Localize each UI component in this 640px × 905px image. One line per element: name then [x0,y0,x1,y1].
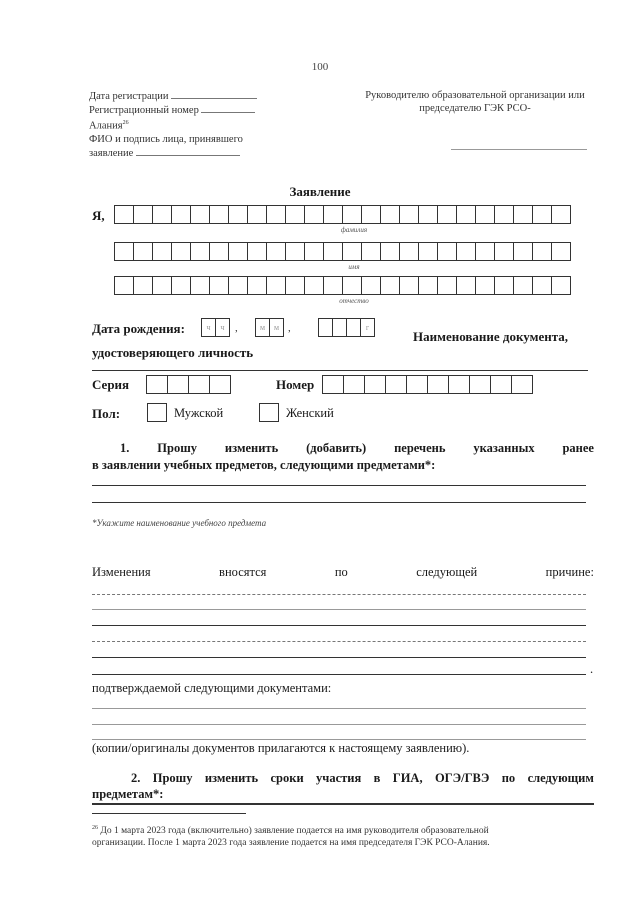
input-cell[interactable] [532,276,552,295]
input-cell[interactable] [427,375,449,394]
input-cell[interactable] [266,205,286,224]
input-cell[interactable] [190,242,210,261]
input-cell[interactable] [188,375,210,394]
addressee-line2: председателю ГЭК РСО- [419,103,531,114]
reason-end-mark: . [590,662,594,676]
section1-line1 [120,441,594,456]
input-cell[interactable] [437,205,457,224]
input-cell[interactable] [285,242,305,261]
reason-field-5[interactable] [92,657,586,658]
input-cell[interactable] [418,205,438,224]
footnote-text1: До 1 марта 2023 года (включительно) заявление подается на имя руководителя образовательной [100,826,489,837]
birth-year-cells[interactable] [318,318,375,337]
female-checkbox[interactable] [259,403,279,422]
series-cells[interactable] [146,375,231,394]
input-cell[interactable] [318,318,333,337]
input-cell[interactable] [171,242,191,261]
input-cell[interactable] [342,276,362,295]
input-cell[interactable]: м [255,318,270,337]
input-cell[interactable] [304,276,324,295]
surname-cells[interactable] [114,205,571,224]
form-title: Заявление [289,184,351,199]
footnote [92,822,592,849]
male-checkbox[interactable] [147,403,167,422]
number-label: Номер [276,377,315,392]
input-cell[interactable] [342,242,362,261]
input-cell[interactable] [551,276,571,295]
input-cell[interactable] [399,276,419,295]
female-label: Женский [286,406,334,420]
changes-word: вносятся [219,565,267,579]
header-left [89,89,289,160]
input-cell[interactable] [114,205,134,224]
footnote-separator [92,813,246,814]
surname-caption: фамилия [340,226,368,234]
copies-note: (копии/оригиналы документов прилагаются к настоящему заявлению). [92,741,470,755]
input-cell[interactable] [513,276,533,295]
input-cell[interactable] [323,205,343,224]
s2-word: участия [316,771,362,785]
input-cell[interactable] [152,205,172,224]
reg-number-line [89,103,289,117]
input-cell[interactable] [380,205,400,224]
input-cell[interactable] [114,242,134,261]
reg-date-field[interactable] [171,89,257,99]
input-cell[interactable] [247,205,267,224]
input-cell[interactable] [406,375,428,394]
documents-field-1[interactable] [92,708,586,709]
patronymic-cells[interactable] [114,276,571,295]
s2-word: ОГЭ/ГВЭ [434,771,490,785]
footnote-line1 [92,822,592,837]
input-cell[interactable] [448,375,470,394]
number-cells[interactable] [322,375,533,394]
input-cell[interactable] [343,375,365,394]
input-cell[interactable] [346,318,361,337]
input-cell[interactable] [385,375,407,394]
name-cells[interactable] [114,242,571,261]
input-cell[interactable] [133,242,153,261]
document-label-cont: удостоверяющего личность [92,345,254,360]
input-cell[interactable] [209,205,229,224]
s2-word: ГИА, [392,771,423,785]
input-cell[interactable] [190,205,210,224]
s2-word: следующим [527,771,594,785]
input-cell[interactable] [513,242,533,261]
input-cell[interactable] [511,375,533,394]
documents-field-3[interactable] [92,739,586,740]
input-cell[interactable] [114,276,134,295]
input-cell[interactable] [456,205,476,224]
input-cell[interactable] [190,276,210,295]
input-cell[interactable] [146,375,168,394]
section2-field[interactable] [92,803,594,805]
input-cell[interactable]: м [269,318,284,337]
input-cell[interactable] [437,242,457,261]
input-cell[interactable] [361,205,381,224]
s1-word: (добавить) [306,441,367,455]
input-cell[interactable] [475,276,495,295]
changes-word: причине: [545,565,594,579]
male-label: Мужской [174,406,224,420]
input-cell[interactable] [494,205,514,224]
input-cell[interactable] [532,242,552,261]
input-cell[interactable] [494,242,514,261]
subject-note: *Укажите наименование учебного предмета [92,518,267,528]
input-cell[interactable] [228,205,248,224]
input-cell[interactable] [266,276,286,295]
input-cell[interactable] [551,242,571,261]
input-cell[interactable] [167,375,189,394]
input-cell[interactable] [171,276,191,295]
confirmed-label: подтверждаемой следующими документами: [92,681,332,695]
input-cell[interactable] [418,276,438,295]
input-cell[interactable] [342,205,362,224]
document-label: Наименование документа, [413,329,569,344]
s2-word: в [373,771,381,785]
input-cell[interactable] [152,242,172,261]
input-cell[interactable] [380,242,400,261]
input-cell[interactable] [171,205,191,224]
input-cell[interactable] [209,375,231,394]
reg-number-field[interactable] [201,103,255,113]
s1-word: указанных [473,441,535,455]
input-cell[interactable] [551,205,571,224]
input-cell[interactable] [228,276,248,295]
reg-date-line [89,89,289,103]
input-cell[interactable] [532,205,552,224]
input-cell[interactable] [266,242,286,261]
input-cell[interactable] [332,318,347,337]
input-cell[interactable] [285,205,305,224]
s2-word: 2. [131,771,141,785]
fio-label: ФИО и подпись лица, принявшего [89,133,243,145]
birth-day-cells[interactable] [201,318,230,337]
input-cell[interactable] [490,375,512,394]
header-right [350,89,600,115]
region-line [89,117,289,133]
input-cell[interactable] [399,205,419,224]
s2-word: Прошу [152,771,193,785]
birth-month-cells[interactable] [255,318,284,337]
s2-word: по [501,771,516,785]
name-caption: имя [348,263,360,271]
input-cell[interactable] [247,242,267,261]
documents-field-2[interactable] [92,724,586,725]
changes-word: Изменения [92,565,151,579]
reg-date-label: Дата регистрации [89,91,169,102]
input-cell[interactable]: г [360,318,375,337]
series-label: Серия [92,377,130,392]
section2-line2: предметам*: [92,787,164,801]
region-label: Алания [89,120,123,132]
input-cell[interactable] [437,276,457,295]
changes-word: следующей [416,565,478,579]
s2-word: сроки [270,771,304,785]
date-separator: , [288,322,291,334]
input-cell[interactable] [456,242,476,261]
reason-field-6[interactable] [92,674,586,675]
s1-word: изменить [224,441,279,455]
reason-field-2[interactable] [92,609,586,610]
input-cell[interactable] [361,276,381,295]
reason-field-4[interactable] [92,641,586,642]
reg-number-label: Регистрационный номер [89,105,199,116]
reason-field-3[interactable] [92,625,586,626]
input-cell[interactable] [133,276,153,295]
changes-line [92,565,594,580]
reason-field-1[interactable] [92,594,586,595]
addressee-line1: Руководителю образовательной организации или [365,90,585,101]
input-cell[interactable] [513,205,533,224]
fio-label-cont: заявление [89,147,134,159]
input-cell[interactable] [323,276,343,295]
input-cell[interactable] [364,375,386,394]
input-cell[interactable] [322,375,344,394]
section2-line1 [131,771,594,786]
footnote-marker: 26 [92,825,98,831]
s1-word: ранее [562,441,594,455]
addressee-field[interactable] [451,149,587,150]
input-cell[interactable] [247,276,267,295]
input-cell[interactable] [133,205,153,224]
gender-label: Пол: [92,406,121,421]
document-field[interactable] [92,370,588,371]
page-number: 100 [311,61,329,73]
input-cell[interactable] [418,242,438,261]
input-cell[interactable] [304,205,324,224]
input-cell[interactable]: ч [215,318,230,337]
input-cell[interactable]: ч [201,318,216,337]
fio-field[interactable] [136,146,240,156]
s2-word: изменить [204,771,259,785]
birth-date-label: Дата рождения: [92,321,185,336]
date-separator: , [235,322,238,334]
changes-word: по [334,565,348,579]
subjects-field-1[interactable] [92,485,586,486]
input-cell[interactable] [494,276,514,295]
input-cell[interactable] [285,276,305,295]
input-cell[interactable] [475,205,495,224]
input-cell[interactable] [399,242,419,261]
input-cell[interactable] [209,242,229,261]
footnote-text2: организации. После 1 марта 2023 года заявление подается на имя председателя ГЭК РСО-Алания. [92,838,490,849]
patronymic-caption: отчество [339,297,369,305]
s1-word: Прошу [157,441,198,455]
input-cell[interactable] [323,242,343,261]
footnote-ref: 26 [122,120,129,126]
input-cell[interactable] [456,276,476,295]
input-cell[interactable] [469,375,491,394]
s1-word: перечень [394,441,446,455]
i-prefix: Я, [92,208,105,223]
s1-word: 1. [120,441,130,455]
input-cell[interactable] [152,276,172,295]
input-cell[interactable] [209,276,229,295]
input-cell[interactable] [475,242,495,261]
subjects-field-2[interactable] [92,502,586,503]
input-cell[interactable] [361,242,381,261]
section1-line2: в заявлении учебных предметов, следующими предметами*: [92,458,436,472]
input-cell[interactable] [304,242,324,261]
fio-line2 [89,146,289,160]
input-cell[interactable] [228,242,248,261]
input-cell[interactable] [380,276,400,295]
